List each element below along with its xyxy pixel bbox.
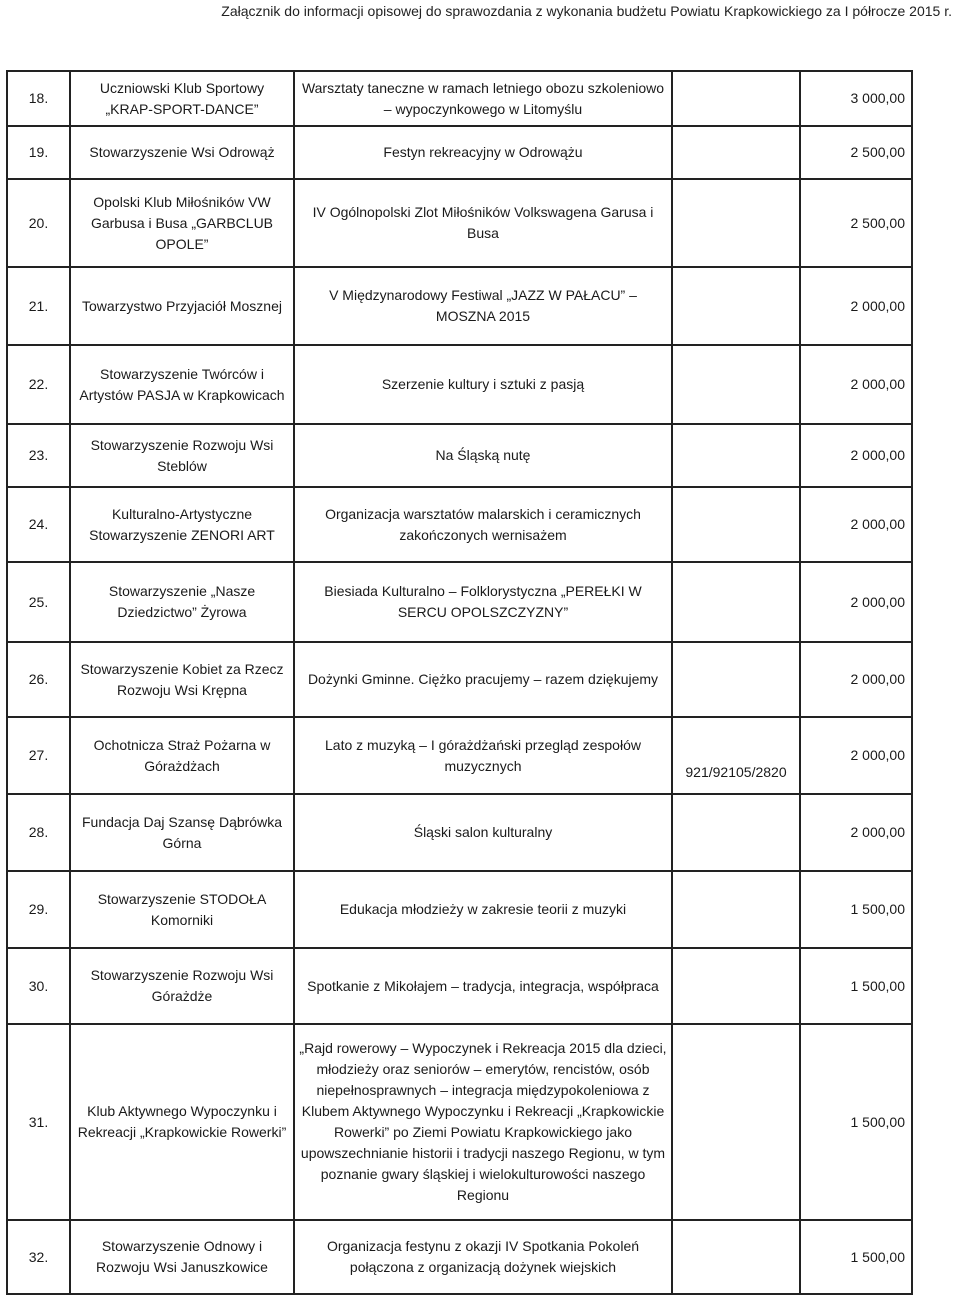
amount-cell: 1 500,00 xyxy=(800,1024,912,1220)
row-number: 19. xyxy=(7,126,70,179)
amount-cell: 1 500,00 xyxy=(800,871,912,948)
budget-code-cell xyxy=(672,126,800,179)
row-number: 18. xyxy=(7,71,70,126)
task-cell: Edukacja młodzieży w zakresie teorii z muzyki xyxy=(294,871,672,948)
row-number: 20. xyxy=(7,179,70,267)
organization-cell: Stowarzyszenie „Nasze Dziedzictwo” Żyrowa xyxy=(70,562,294,642)
row-number: 28. xyxy=(7,794,70,871)
table-row xyxy=(7,267,912,345)
page-header: Załącznik do informacji opisowej do sprawozdania z wykonania budżetu Powiatu Krapkowickiego za I półrocze 2015 r. xyxy=(221,3,952,19)
organization-cell: Towarzystwo Przyjaciół Mosznej xyxy=(70,267,294,345)
organization-cell: Stowarzyszenie Odnowy i Rozwoju Wsi Januszkowice xyxy=(70,1220,294,1294)
budget-code-cell xyxy=(672,1220,800,1294)
table-row xyxy=(7,424,912,487)
row-number: 21. xyxy=(7,267,70,345)
table-row xyxy=(7,717,912,794)
task-cell: Biesiada Kulturalno – Folklorystyczna „PEREŁKI W SERCU OPOLSZCZYZNY” xyxy=(294,562,672,642)
table-row xyxy=(7,126,912,179)
table-row xyxy=(7,1220,912,1294)
budget-code-cell xyxy=(672,424,800,487)
budget-code-cell xyxy=(672,1024,800,1220)
organization-cell: Kulturalno-Artystyczne Stowarzyszenie ZENORI ART xyxy=(70,487,294,562)
amount-cell: 1 500,00 xyxy=(800,948,912,1024)
organization-cell: Stowarzyszenie Kobiet za Rzecz Rozwoju Wsi Krępna xyxy=(70,642,294,717)
row-number: 22. xyxy=(7,345,70,424)
amount-cell: 2 000,00 xyxy=(800,717,912,794)
amount-cell: 2 000,00 xyxy=(800,345,912,424)
budget-code-cell xyxy=(672,948,800,1024)
budget-code-cell xyxy=(672,871,800,948)
budget-code-cell xyxy=(672,71,800,126)
amount-cell: 2 000,00 xyxy=(800,794,912,871)
table-row xyxy=(7,871,912,948)
organization-cell: Ochotnicza Straż Pożarna w Górażdżach xyxy=(70,717,294,794)
table-row xyxy=(7,179,912,267)
amount-cell: 2 000,00 xyxy=(800,562,912,642)
row-number: 27. xyxy=(7,717,70,794)
row-number: 26. xyxy=(7,642,70,717)
row-number: 29. xyxy=(7,871,70,948)
row-number: 25. xyxy=(7,562,70,642)
organization-cell: Stowarzyszenie Rozwoju Wsi Steblów xyxy=(70,424,294,487)
table-row xyxy=(7,562,912,642)
amount-cell: 2 000,00 xyxy=(800,267,912,345)
amount-cell: 1 500,00 xyxy=(800,1220,912,1294)
budget-code-cell xyxy=(672,642,800,717)
task-cell: Szerzenie kultury i sztuki z pasją xyxy=(294,345,672,424)
table-row xyxy=(7,642,912,717)
table-row xyxy=(7,1024,912,1220)
task-cell: Śląski salon kulturalny xyxy=(294,794,672,871)
budget-code-cell xyxy=(672,794,800,871)
budget-code-cell xyxy=(672,345,800,424)
table-row xyxy=(7,487,912,562)
organization-cell: Stowarzyszenie Twórców i Artystów PASJA w Krapkowicach xyxy=(70,345,294,424)
table-row xyxy=(7,71,912,126)
task-cell: Festyn rekreacyjny w Odrowążu xyxy=(294,126,672,179)
organization-cell: Klub Aktywnego Wypoczynku i Rekreacji „Krapkowickie Rowerki” xyxy=(70,1024,294,1220)
row-number: 31. xyxy=(7,1024,70,1220)
organization-cell: Stowarzyszenie Wsi Odrowąż xyxy=(70,126,294,179)
amount-cell: 2 500,00 xyxy=(800,179,912,267)
row-number: 24. xyxy=(7,487,70,562)
task-cell: IV Ogólnopolski Zlot Miłośników Volkswagena Garusa i Busa xyxy=(294,179,672,267)
task-cell: Organizacja festynu z okazji IV Spotkania Pokoleń połączona z organizacją dożynek wiejskich xyxy=(294,1220,672,1294)
organization-cell: Uczniowski Klub Sportowy „KRAP-SPORT-DANCE” xyxy=(70,71,294,126)
task-cell: Organizacja warsztatów malarskich i ceramicznych zakończonych wernisażem xyxy=(294,487,672,562)
organization-cell: Stowarzyszenie STODOŁA Komorniki xyxy=(70,871,294,948)
budget-code-cell xyxy=(672,562,800,642)
task-cell: „Rajd rowerowy – Wypoczynek i Rekreacja 2015 dla dzieci, młodzieży oraz seniorów – emerytów, rencistów, osób niepełnosprawnych – integracja międzypokoleniowa z Klubem Aktywnego Wypoczynku i Rekreacji „Krapkowickie Rowerki” po Ziemi Powiatu Krapkowickiego jako upowszechnianie historii i tradycji naszego Regionu, w tym poznanie gwary śląskiej i wielokulturowości naszego Regionu xyxy=(294,1024,672,1220)
budget-code-cell: 921/92105/2820 xyxy=(672,717,800,794)
budget-code-cell xyxy=(672,179,800,267)
task-cell: Warsztaty taneczne w ramach letniego obozu szkoleniowo – wypoczynkowego w Litomyślu xyxy=(294,71,672,126)
organization-cell: Opolski Klub Miłośników VW Garbusa i Busa „GARBCLUB OPOLE” xyxy=(70,179,294,267)
organization-cell: Stowarzyszenie Rozwoju Wsi Górażdże xyxy=(70,948,294,1024)
amount-cell: 2 000,00 xyxy=(800,424,912,487)
amount-cell: 3 000,00 xyxy=(800,71,912,126)
budget-code-cell xyxy=(672,267,800,345)
task-cell: Dożynki Gminne. Ciężko pracujemy – razem dziękujemy xyxy=(294,642,672,717)
task-cell: Na Śląską nutę xyxy=(294,424,672,487)
row-number: 30. xyxy=(7,948,70,1024)
table-row xyxy=(7,948,912,1024)
task-cell: Lato z muzyką – I górażdżański przegląd zespołów muzycznych xyxy=(294,717,672,794)
table-row xyxy=(7,794,912,871)
task-cell: V Międzynarodowy Festiwal „JAZZ W PAŁACU” – MOSZNA 2015 xyxy=(294,267,672,345)
table-row xyxy=(7,345,912,424)
amount-cell: 2 000,00 xyxy=(800,487,912,562)
task-cell: Spotkanie z Mikołajem – tradycja, integracja, współpraca xyxy=(294,948,672,1024)
row-number: 32. xyxy=(7,1220,70,1294)
grants-table xyxy=(6,70,913,1295)
budget-code-cell xyxy=(672,487,800,562)
row-number: 23. xyxy=(7,424,70,487)
amount-cell: 2 000,00 xyxy=(800,642,912,717)
organization-cell: Fundacja Daj Szansę Dąbrówka Górna xyxy=(70,794,294,871)
amount-cell: 2 500,00 xyxy=(800,126,912,179)
